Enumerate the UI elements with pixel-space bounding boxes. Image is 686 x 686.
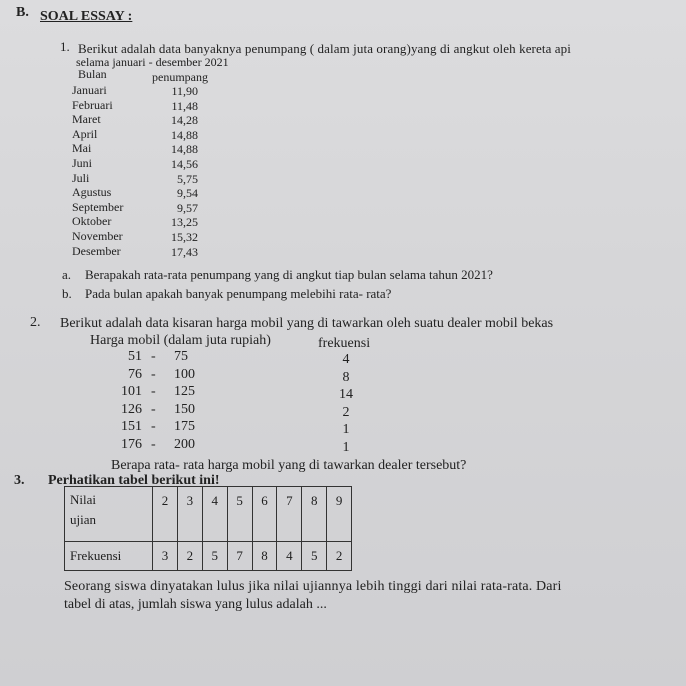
q3-freq-cell: 5	[202, 542, 227, 571]
q2-frequency: 2	[342, 404, 350, 420]
q3-statement-line2: tabel di atas, jumlah siswa yang lulus adalah ...	[64, 597, 327, 612]
q2-range-low: 101	[121, 384, 142, 400]
q3-statement-line1: Seorang siswa dinyatakan lulus jika nilai ujiannya lebih tinggi dari nilai rata-rata. Dari	[64, 579, 562, 594]
q1-a-label: a.	[62, 267, 72, 282]
q3-values-label-b: ujian	[70, 512, 96, 527]
q2-range-low: 176	[121, 437, 142, 452]
q3-value-cell: 5	[227, 487, 252, 542]
q2-range-dash: -	[151, 384, 156, 400]
q1-passenger-value: 9,57	[177, 200, 198, 215]
q1-intro-line2: selama januari - desember 2021	[76, 55, 229, 69]
q1-month-label: Juni	[72, 156, 93, 170]
q1-passenger-value: 15,32	[171, 230, 198, 244]
q1-passenger-value: 14,88	[171, 142, 198, 157]
q1-passenger-value: 5,75	[177, 171, 198, 186]
q1-month-label: Februari	[72, 97, 113, 112]
q2-intro: Berikut adalah data kisaran harga mobil yang di tawarkan oleh suatu dealer mobil bekas	[60, 316, 554, 331]
q3-value-cell: 7	[277, 487, 302, 542]
q3-value-cell: 2	[153, 487, 178, 542]
q1-month-label: Januari	[72, 83, 107, 97]
q2-range-high: 125	[174, 384, 195, 400]
q1-passenger-value: 9,54	[177, 186, 198, 201]
section-letter: B.	[16, 5, 29, 20]
q1-col-month: Bulan	[78, 67, 107, 81]
q2-range-dash: -	[151, 401, 156, 417]
q2-frequency: 8	[342, 369, 350, 385]
q1-passenger-value: 11,90	[171, 84, 198, 98]
q2-question: Berapa rata- rata harga mobil yang di tawarkan dealer tersebut?	[111, 458, 467, 473]
q1-passenger-value: 11,48	[171, 98, 198, 113]
q3-freq-cell: 5	[302, 542, 327, 571]
q2-col-price: Harga mobil (dalam juta rupiah)	[90, 333, 271, 348]
q3-freq-cell: 4	[277, 542, 302, 571]
q2-range-low: 76	[128, 366, 142, 382]
q3-freq-row	[65, 542, 352, 571]
q3-value-cell: 8	[302, 487, 327, 542]
q3-freq-cell: 2	[327, 542, 352, 571]
q1-month-label: September	[72, 199, 124, 214]
q2-range-low: 126	[121, 401, 142, 417]
q3-values-row	[65, 487, 352, 542]
q3-frequency-table	[64, 486, 352, 571]
q3-value-cell: 4	[202, 487, 227, 542]
q2-col-freq: frekuensi	[318, 336, 371, 351]
q2-number: 2.	[30, 315, 41, 330]
q3-values-label-a: Nilai	[70, 492, 96, 507]
q1-passenger-value: 17,43	[171, 244, 198, 259]
q2-range-low: 51	[128, 349, 142, 364]
q2-frequency: 1	[342, 440, 350, 455]
q2-range-high: 200	[174, 437, 195, 452]
q2-range-high: 150	[174, 401, 195, 417]
q2-range-high: 175	[174, 419, 195, 435]
q2-range-dash: -	[151, 419, 156, 435]
q3-value-cell: 9	[327, 487, 352, 542]
q1-intro-line1: Berikut adalah data banyaknya penumpang ( dalam juta orang)yang di angkut oleh kereta api	[78, 41, 571, 56]
q1-passenger-value: 14,88	[171, 127, 198, 142]
section-title	[40, 10, 132, 24]
q3-value-cell: 6	[252, 487, 277, 542]
q3-value-cell: 3	[177, 487, 202, 542]
q2-range-high: 100	[174, 366, 195, 382]
q3-freq-cell: 3	[153, 542, 178, 571]
q1-b-text: Pada bulan apakah banyak penumpang melebihi rata- rata?	[85, 286, 392, 301]
q2-frequency: 14	[339, 387, 353, 403]
q1-passenger-value: 14,28	[171, 113, 198, 128]
q1-col-value: penumpang	[152, 70, 208, 84]
q3-freq-cell: 8	[252, 542, 277, 571]
section-title-text: SOAL ESSAY :	[40, 9, 133, 24]
q3-values-header	[65, 487, 153, 542]
q1-number: 1.	[60, 39, 70, 54]
q3-number: 3.	[14, 473, 25, 488]
q1-passenger-value: 14,56	[171, 157, 198, 171]
q1-a-text: Berapakah rata-rata penumpang yang di angkut tiap bulan selama tahun 2021?	[85, 267, 493, 282]
q3-intro: Perhatikan tabel berikut ini!	[48, 473, 220, 488]
q3-freq-cell: 7	[227, 542, 252, 571]
q2-range-dash: -	[151, 437, 156, 452]
q1-b-label: b.	[62, 286, 72, 301]
q1-month-label: April	[72, 126, 98, 141]
q1-month-label: Juli	[72, 170, 90, 185]
q3-freq-header: Frekuensi	[65, 542, 153, 571]
q1-month-label: Agustus	[72, 185, 112, 200]
q1-passenger-value: 13,25	[171, 215, 198, 230]
q2-range-high: 75	[174, 349, 188, 364]
q1-month-label: Desember	[72, 243, 121, 258]
q2-frequency: 1	[342, 422, 350, 438]
q1-month-label: Oktober	[72, 214, 112, 229]
q1-month-label: Mai	[72, 141, 92, 156]
q1-month-label: Maret	[72, 112, 101, 127]
q3-freq-cell: 2	[177, 542, 202, 571]
q2-range-low: 151	[121, 419, 142, 435]
q1-month-label: November	[72, 229, 123, 243]
q2-range-dash: -	[151, 349, 156, 364]
q2-range-dash: -	[151, 366, 156, 382]
q2-frequency: 4	[342, 352, 350, 367]
